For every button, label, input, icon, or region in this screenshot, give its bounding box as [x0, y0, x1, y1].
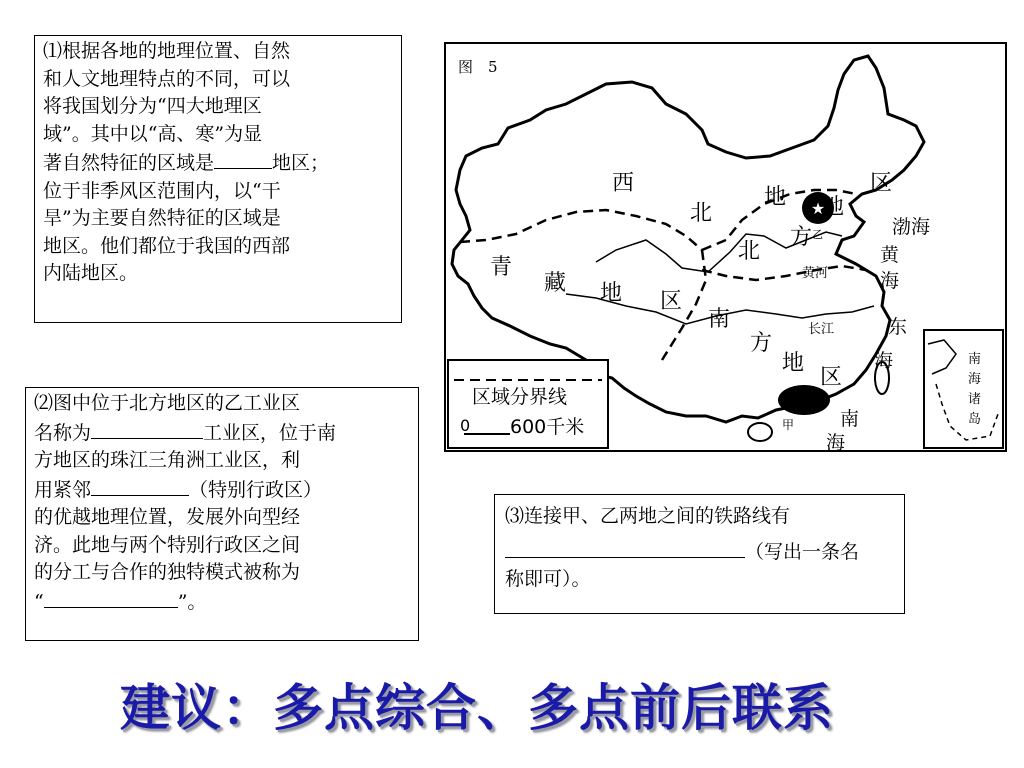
label-north-2: 方	[790, 225, 813, 250]
q1-line: 将我国划分为“四大地理区	[43, 95, 262, 117]
label-south-1: 南	[708, 307, 731, 332]
label-south-3: 地	[782, 351, 805, 376]
q1-line: 位于非季风区范围内，以“干	[43, 179, 281, 202]
q2-line: 的优越地理位置，发展外向型经	[34, 506, 301, 528]
suggestion-banner: 建议：多点综合、多点前后联系	[120, 679, 834, 737]
label-south-2: 方	[750, 331, 773, 356]
south-sea-inset	[924, 330, 1003, 448]
q1-line: ⑴根据各地的地理位置、自然	[43, 40, 291, 62]
q1-text: 地区；	[272, 152, 330, 174]
china-region-map	[444, 42, 1007, 452]
q2-text: 工业区，位于南	[203, 421, 337, 444]
boundary-northwest-qingzang	[460, 210, 702, 250]
q2-line: 方地区的珠江三角洲工业区，利	[34, 449, 301, 471]
q1-text: 著自然特征的区域是	[43, 152, 215, 174]
q1-line: 地区。他们都位于我国的西部	[43, 234, 291, 257]
answer-blank-5[interactable]	[505, 537, 745, 558]
q1-line	[43, 148, 393, 178]
q2-line	[34, 418, 410, 448]
label-donghai-1: 东	[888, 316, 908, 338]
hainan-island	[748, 423, 772, 441]
boundary-north-south	[702, 266, 866, 280]
label-qingzang-2: 藏	[544, 271, 567, 296]
question-3-box	[494, 494, 905, 614]
q2-line: ⑵图中位于北方地区的乙工业区	[34, 392, 301, 414]
q2-text: 名称为	[34, 421, 92, 444]
label-north-1: 北	[738, 239, 761, 264]
answer-blank-2[interactable]	[91, 418, 203, 439]
q3-line: 称即可）。	[505, 568, 591, 590]
label-huanghai-1: 黄	[880, 244, 900, 266]
label-qingzang-3: 地	[600, 281, 623, 306]
q3-text: （写出一条名	[745, 540, 860, 563]
scale-distance: 600千米	[510, 416, 585, 438]
point-yi-star: ★	[810, 199, 826, 218]
inset-label-4: 岛	[968, 412, 982, 427]
inset-label-2: 海	[968, 372, 982, 387]
answer-blank-1[interactable]	[214, 148, 272, 169]
label-northwest-4: 区	[870, 171, 893, 196]
q1-line: 旱”为主要自然特征的区域是	[43, 207, 281, 229]
label-northwest-2: 北	[690, 201, 713, 226]
q2-line	[34, 475, 410, 505]
figure-label: 图 5	[458, 58, 498, 76]
label-northwest-1: 西	[612, 171, 635, 196]
label-bohai: 渤海	[892, 216, 931, 238]
q1-line: 域”。其中以“高、寒”为显	[43, 122, 263, 145]
q2-text: ”。	[177, 590, 207, 613]
q2-text: “	[34, 590, 44, 613]
label-huanghe: 黄河	[802, 266, 829, 281]
q3-line	[505, 537, 894, 567]
inset-label-3: 诸	[968, 392, 982, 407]
scale-zero: 0	[460, 416, 471, 435]
q2-text: （特别行政区）	[189, 478, 323, 501]
label-huanghai-2: 海	[880, 270, 900, 292]
q2-line: 的分工与合作的独特模式被称为	[34, 561, 301, 583]
question-2-box	[25, 387, 419, 641]
inset-label-1: 南	[968, 352, 982, 367]
label-north-3: 地	[822, 195, 845, 220]
label-yi: 乙	[812, 228, 823, 241]
question-1-box	[34, 35, 402, 323]
label-nanhai-1: 南	[840, 408, 860, 430]
label-qingzang-1: 青	[490, 255, 513, 280]
legend-title: 区域分界线	[472, 386, 568, 408]
q1-line: 和人文地理特点的不同，可以	[43, 67, 291, 90]
q1-line: 内陆地区。	[43, 262, 139, 284]
label-qingzang-4: 区	[660, 289, 683, 314]
label-nanhai-2: 海	[826, 432, 846, 454]
label-northwest-3: 地	[764, 185, 787, 210]
answer-blank-3[interactable]	[91, 475, 189, 496]
label-donghai-2: 海	[874, 350, 894, 372]
q2-text: 用紧邻	[34, 478, 92, 501]
q2-line	[34, 587, 410, 617]
label-jia: 甲	[782, 418, 795, 432]
label-changjiang: 长江	[808, 322, 835, 337]
label-south-4: 区	[820, 365, 843, 390]
q3-line: ⑶连接甲、乙两地之间的铁路线有	[505, 505, 791, 527]
q2-line: 济。此地与两个特别行政区之间	[34, 533, 301, 556]
answer-blank-4[interactable]	[44, 587, 178, 608]
